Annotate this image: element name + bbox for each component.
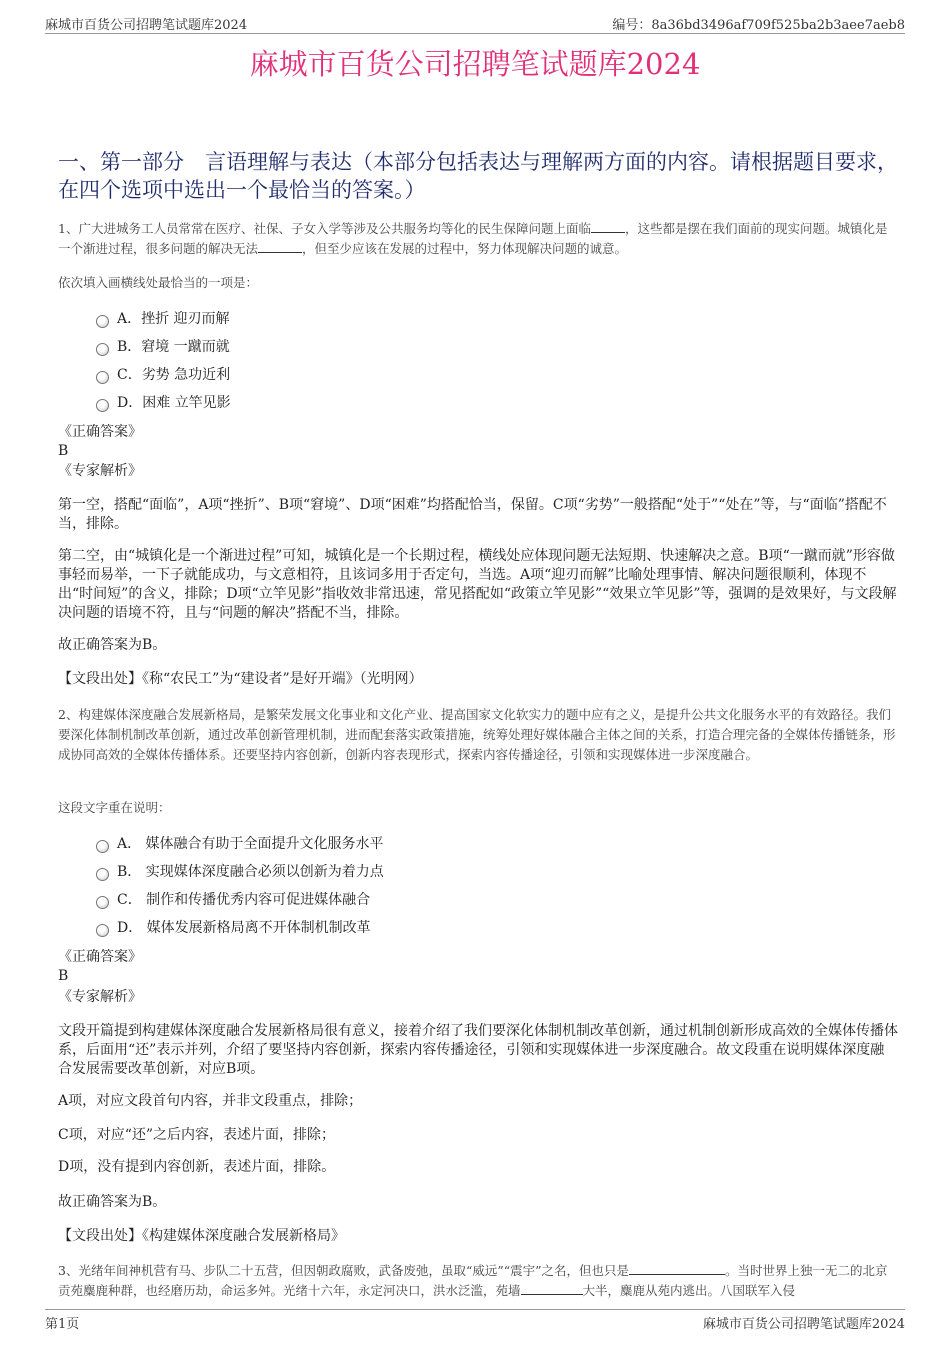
q2-answer: B [58, 968, 69, 984]
radio-icon[interactable] [96, 924, 109, 937]
q1-analysis-para: 故正确答案为B。 [58, 637, 167, 653]
q2-analysis-para: D项，没有提到内容创新，表述片面，排除。 [58, 1159, 336, 1175]
q2-option-a[interactable]: A． 媒体融合有助于全面提升文化服务水平 [96, 834, 384, 854]
q2-option-b[interactable]: B． 实现媒体深度融合必须以创新为着力点 [96, 862, 384, 882]
radio-icon[interactable] [96, 315, 109, 328]
q1-option-a[interactable]: A．挫折 迎刃而解 [96, 309, 230, 329]
q2-source: 【文段出处】《构建媒体深度融合发展新格局》 [58, 1228, 345, 1244]
radio-icon[interactable] [96, 371, 109, 384]
q1-analysis-para: 第二空，由“城镇化是一个渐进过程”可知，城镇化是一个长期过程，横线处应体现问题无法短期、快速解决之意。B项“一蹴而就”形容做事轻而易举，一下子就能成功，与文意相符，且该词多用于否定句，当选。A项“迎刃而解”比喻处理事情、解决问题很顺利，体现不出“时间短”的含义，排除；D项“立竿见影”指收效非常迅速，常见搭配如“政策立竿见影”“效果立竿见影”等，强调的是效果好，与文段解决问题的语境不符，且与“问题的解决”搭配不当，排除。 [58, 548, 897, 621]
radio-icon[interactable] [96, 896, 109, 909]
q1-answer-label: 《正确答案》 [58, 424, 142, 440]
q2-analysis-label: 《专家解析》 [58, 989, 142, 1005]
header-left-title: 麻城市百货公司招聘笔试题库2024 [45, 18, 248, 33]
header-divider [45, 33, 905, 34]
blank [629, 1261, 725, 1275]
page-header [45, 14, 905, 34]
q1-option-b[interactable]: B．窘境 一蹴而就 [96, 337, 230, 357]
q2-answer-label: 《正确答案》 [58, 949, 142, 965]
q1-analysis-para: 第一空，搭配“面临”，A项“挫折”、B项“窘境”、D项“困难”均搭配恰当，保留。C项“劣势”一般搭配“处于”“处在”等，与“面临”搭配不当，排除。 [58, 497, 887, 532]
q2-option-c[interactable]: C． 制作和传播优秀内容可促进媒体融合 [96, 890, 370, 910]
q1-stem: 1、广大进城务工人员常常在医疗、社保、子女入学等涉及公共服务均等化的民生保障问题上面临 ，这些都是摆在我们面前的现实问题。城镇化是一个渐进过程，很多问题的解决无法 ，但至少应该在发展的过程中，努力体现解决问题的诚意。 [58, 221, 888, 256]
q1-prompt: 依次填入画横线处最恰当的一项是： [58, 275, 259, 290]
q2-stem: 2、构建媒体深度融合发展新格局，是繁荣发展文化事业和文化产业、提高国家文化软实力的题中应有之义，是提升公共文化服务水平的有效路径。我们要深化体制机制改革创新，通过改革创新管理机制，进而配套落实政策措施，统筹处理好媒体融合主体之间的关系，打造合理完备的全媒体传播链条，形成协同高效的全媒体传播体系。还要坚持内容创新，创新内容表现形式，探索内容传播途径，引领和实现媒体进一步深度融合。 [58, 707, 896, 762]
q1-answer: B [58, 443, 69, 459]
footer-title: 麻城市百货公司招聘笔试题库2024 [702, 1317, 905, 1332]
q1-analysis-label: 《专家解析》 [58, 463, 142, 479]
blank [258, 239, 302, 253]
page-number: 第1页 [45, 1317, 80, 1332]
q2-analysis-para: A项，对应文段首句内容，并非文段重点，排除； [58, 1093, 363, 1109]
header-doc-id: 编号：8a36bd3496af709f525ba2b3aee7aeb8 [612, 18, 905, 33]
page-footer [45, 1313, 905, 1333]
q3-stem: 3、光绪年间神机营有马、步队二十五营，但因朝政腐败，武备废弛，虽取“威远”“震宇”之名，但也只是 。当时世界上独一无二的北京贡苑麋鹿种群，也经磨历劫，命运多舛。光绪十六年，永定河决口，洪水泛滥，苑墙 大半，麋鹿从苑内逃出。八国联军入侵 [58, 1263, 888, 1298]
q2-option-d[interactable]: D． 媒体发展新格局离不开体制机制改革 [96, 918, 371, 938]
q2-analysis-para: 故正确答案为B。 [58, 1194, 167, 1210]
radio-icon[interactable] [96, 399, 109, 412]
q2-analysis-para: 文段开篇提到构建媒体深度融合发展新格局很有意义，接着介绍了我们要深化体制机制改革创新，通过机制创新形成高效的全媒体传播体系，后面用“还”表示并列，介绍了要坚持内容创新，探索内容传播途径，引领和实现媒体进一步深度融合。故文段重在说明媒体深度融合发展需要改革创新，对应B项。 [58, 1023, 898, 1077]
q2-prompt: 这段文字重在说明： [58, 800, 171, 815]
footer-divider [45, 1309, 905, 1310]
q2-analysis-para: C项，对应“还”之后内容，表述片面，排除； [58, 1127, 336, 1143]
radio-icon[interactable] [96, 840, 109, 853]
blank [591, 219, 625, 233]
q1-option-c[interactable]: C．劣势 急功近利 [96, 365, 230, 385]
q1-source: 【文段出处】《称“农民工”为“建设者”是好开端》（光明网） [58, 671, 423, 687]
q1-option-d[interactable]: D．困难 立竿见影 [96, 393, 231, 413]
radio-icon[interactable] [96, 868, 109, 881]
radio-icon[interactable] [96, 343, 109, 356]
section-heading: 一、第一部分 言语理解与表达（本部分包括表达与理解两方面的内容。请根据题目要求，在四个选项中选出一个最恰当的答案。） [58, 150, 898, 202]
blank [521, 1281, 583, 1295]
page-title: 麻城市百货公司招聘笔试题库2024 [249, 47, 701, 81]
